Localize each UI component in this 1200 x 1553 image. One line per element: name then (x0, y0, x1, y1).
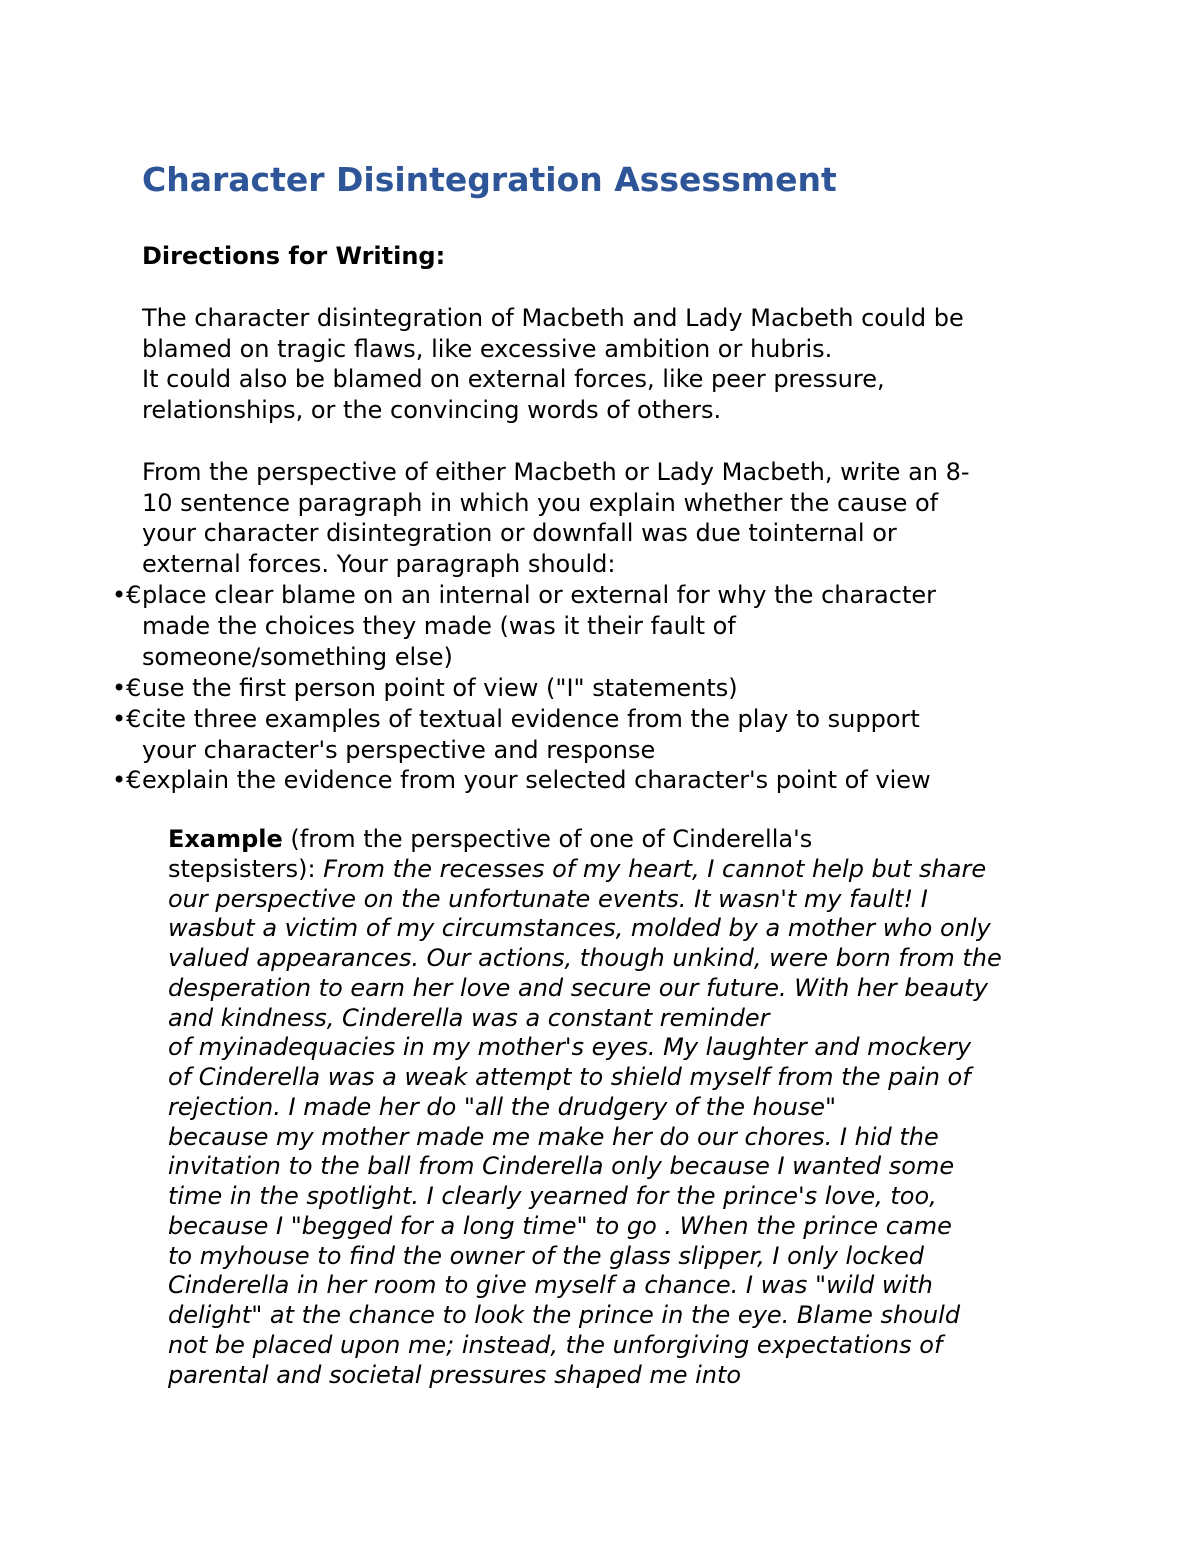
requirement-line: cite three examples of textual evidence from the play to support (142, 704, 920, 733)
requirement-item (108, 765, 936, 796)
requirements-list (108, 580, 936, 796)
example-line: delight" at the chance to look the prince in the eye. Blame should (168, 1301, 961, 1329)
requirement-line: use the first person point of view ("I" statements) (142, 673, 738, 702)
example-line: invitation to the ball from Cinderella only because I wanted some (168, 1152, 955, 1181)
example-line: of myinadequacies in my mother's eyes. My laughter and mockery (168, 1033, 972, 1062)
intro-line: blamed on tragic flaws, like excessive ambition or hubris. (142, 334, 833, 363)
requirement-item (108, 673, 936, 704)
requirement-line: explain the evidence from your selected character's point of view (142, 766, 931, 795)
bullet-mark: •€ (112, 673, 142, 702)
example-paragraph (168, 825, 1002, 1390)
intro-paragraph (142, 303, 964, 425)
requirement-line: place clear blame on an internal or external for why the character (142, 581, 937, 609)
example-line: and kindness, Cinderella was a constant reminder (168, 1003, 770, 1032)
prompt-paragraph (142, 457, 970, 579)
requirement-line: made the choices they made (was it their fault of (142, 611, 736, 640)
example-line: parental and societal pressures shaped me into (168, 1360, 742, 1389)
example-label: Example (168, 825, 283, 853)
example-intro-text: (from the perspective of one of Cinderella's (282, 825, 813, 853)
intro-line: The character disintegration of Macbeth and Lady Macbeth could be (142, 304, 964, 332)
example-line: desperation to earn her love and secure our future. With her beauty (168, 973, 988, 1002)
example-line: Cinderella in her room to give myself a chance. I was "wild with (168, 1271, 933, 1300)
example-line: of Cinderella was a weak attempt to shield myself from the pain of (168, 1063, 971, 1091)
intro-line: It could also be blamed on external forces, like peer pressure, (142, 365, 885, 394)
prompt-line: external forces. Your paragraph should: (142, 549, 616, 578)
document-title: Character Disintegration Assessment (142, 160, 837, 199)
prompt-line: 10 sentence paragraph in which you explain whether the cause of (142, 488, 939, 517)
example-line: time in the spotlight. I clearly yearned for the prince's love, too, (168, 1182, 937, 1210)
example-line: to myhouse to find the owner of the glass slipper, I only locked (168, 1241, 924, 1270)
example-line (168, 855, 1002, 885)
example-italic-text: From the recesses of my heart, I cannot help but share (323, 854, 987, 883)
example-line: valued appearances. Our actions, though unkind, were born from the (168, 944, 1002, 972)
prompt-line: From the perspective of either Macbeth or Lady Macbeth, write an 8- (142, 458, 970, 486)
requirement-item (108, 580, 936, 673)
example-line: not be placed upon me; instead, the unforgiving expectations of (168, 1330, 943, 1359)
example-line: wasbut a victim of my circumstances, molded by a mother who only (168, 914, 991, 943)
requirement-line: your character's perspective and response (142, 735, 656, 764)
requirement-item (108, 704, 936, 766)
directions-heading: Directions for Writing: (142, 242, 446, 270)
example-line: because I "begged for a long time" to go . When the prince came (168, 1211, 952, 1240)
requirement-line: someone/something else) (142, 642, 453, 671)
bullet-mark: •€ (112, 581, 142, 609)
bullet-mark: •€ (112, 766, 142, 795)
intro-line: relationships, or the convincing words of others. (142, 395, 722, 424)
example-line: rejection. I made her do "all the drudgery of the house" (168, 1092, 837, 1121)
example-line: our perspective on the unfortunate events. It wasn't my fault! I (168, 884, 928, 913)
example-line: because my mother made me make her do our chores. I hid the (168, 1122, 939, 1151)
prompt-line: your character disintegration or downfall was due tointernal or (142, 519, 897, 548)
example-speaker: stepsisters): (168, 854, 324, 883)
bullet-mark: •€ (112, 704, 142, 733)
example-line (168, 825, 1002, 855)
